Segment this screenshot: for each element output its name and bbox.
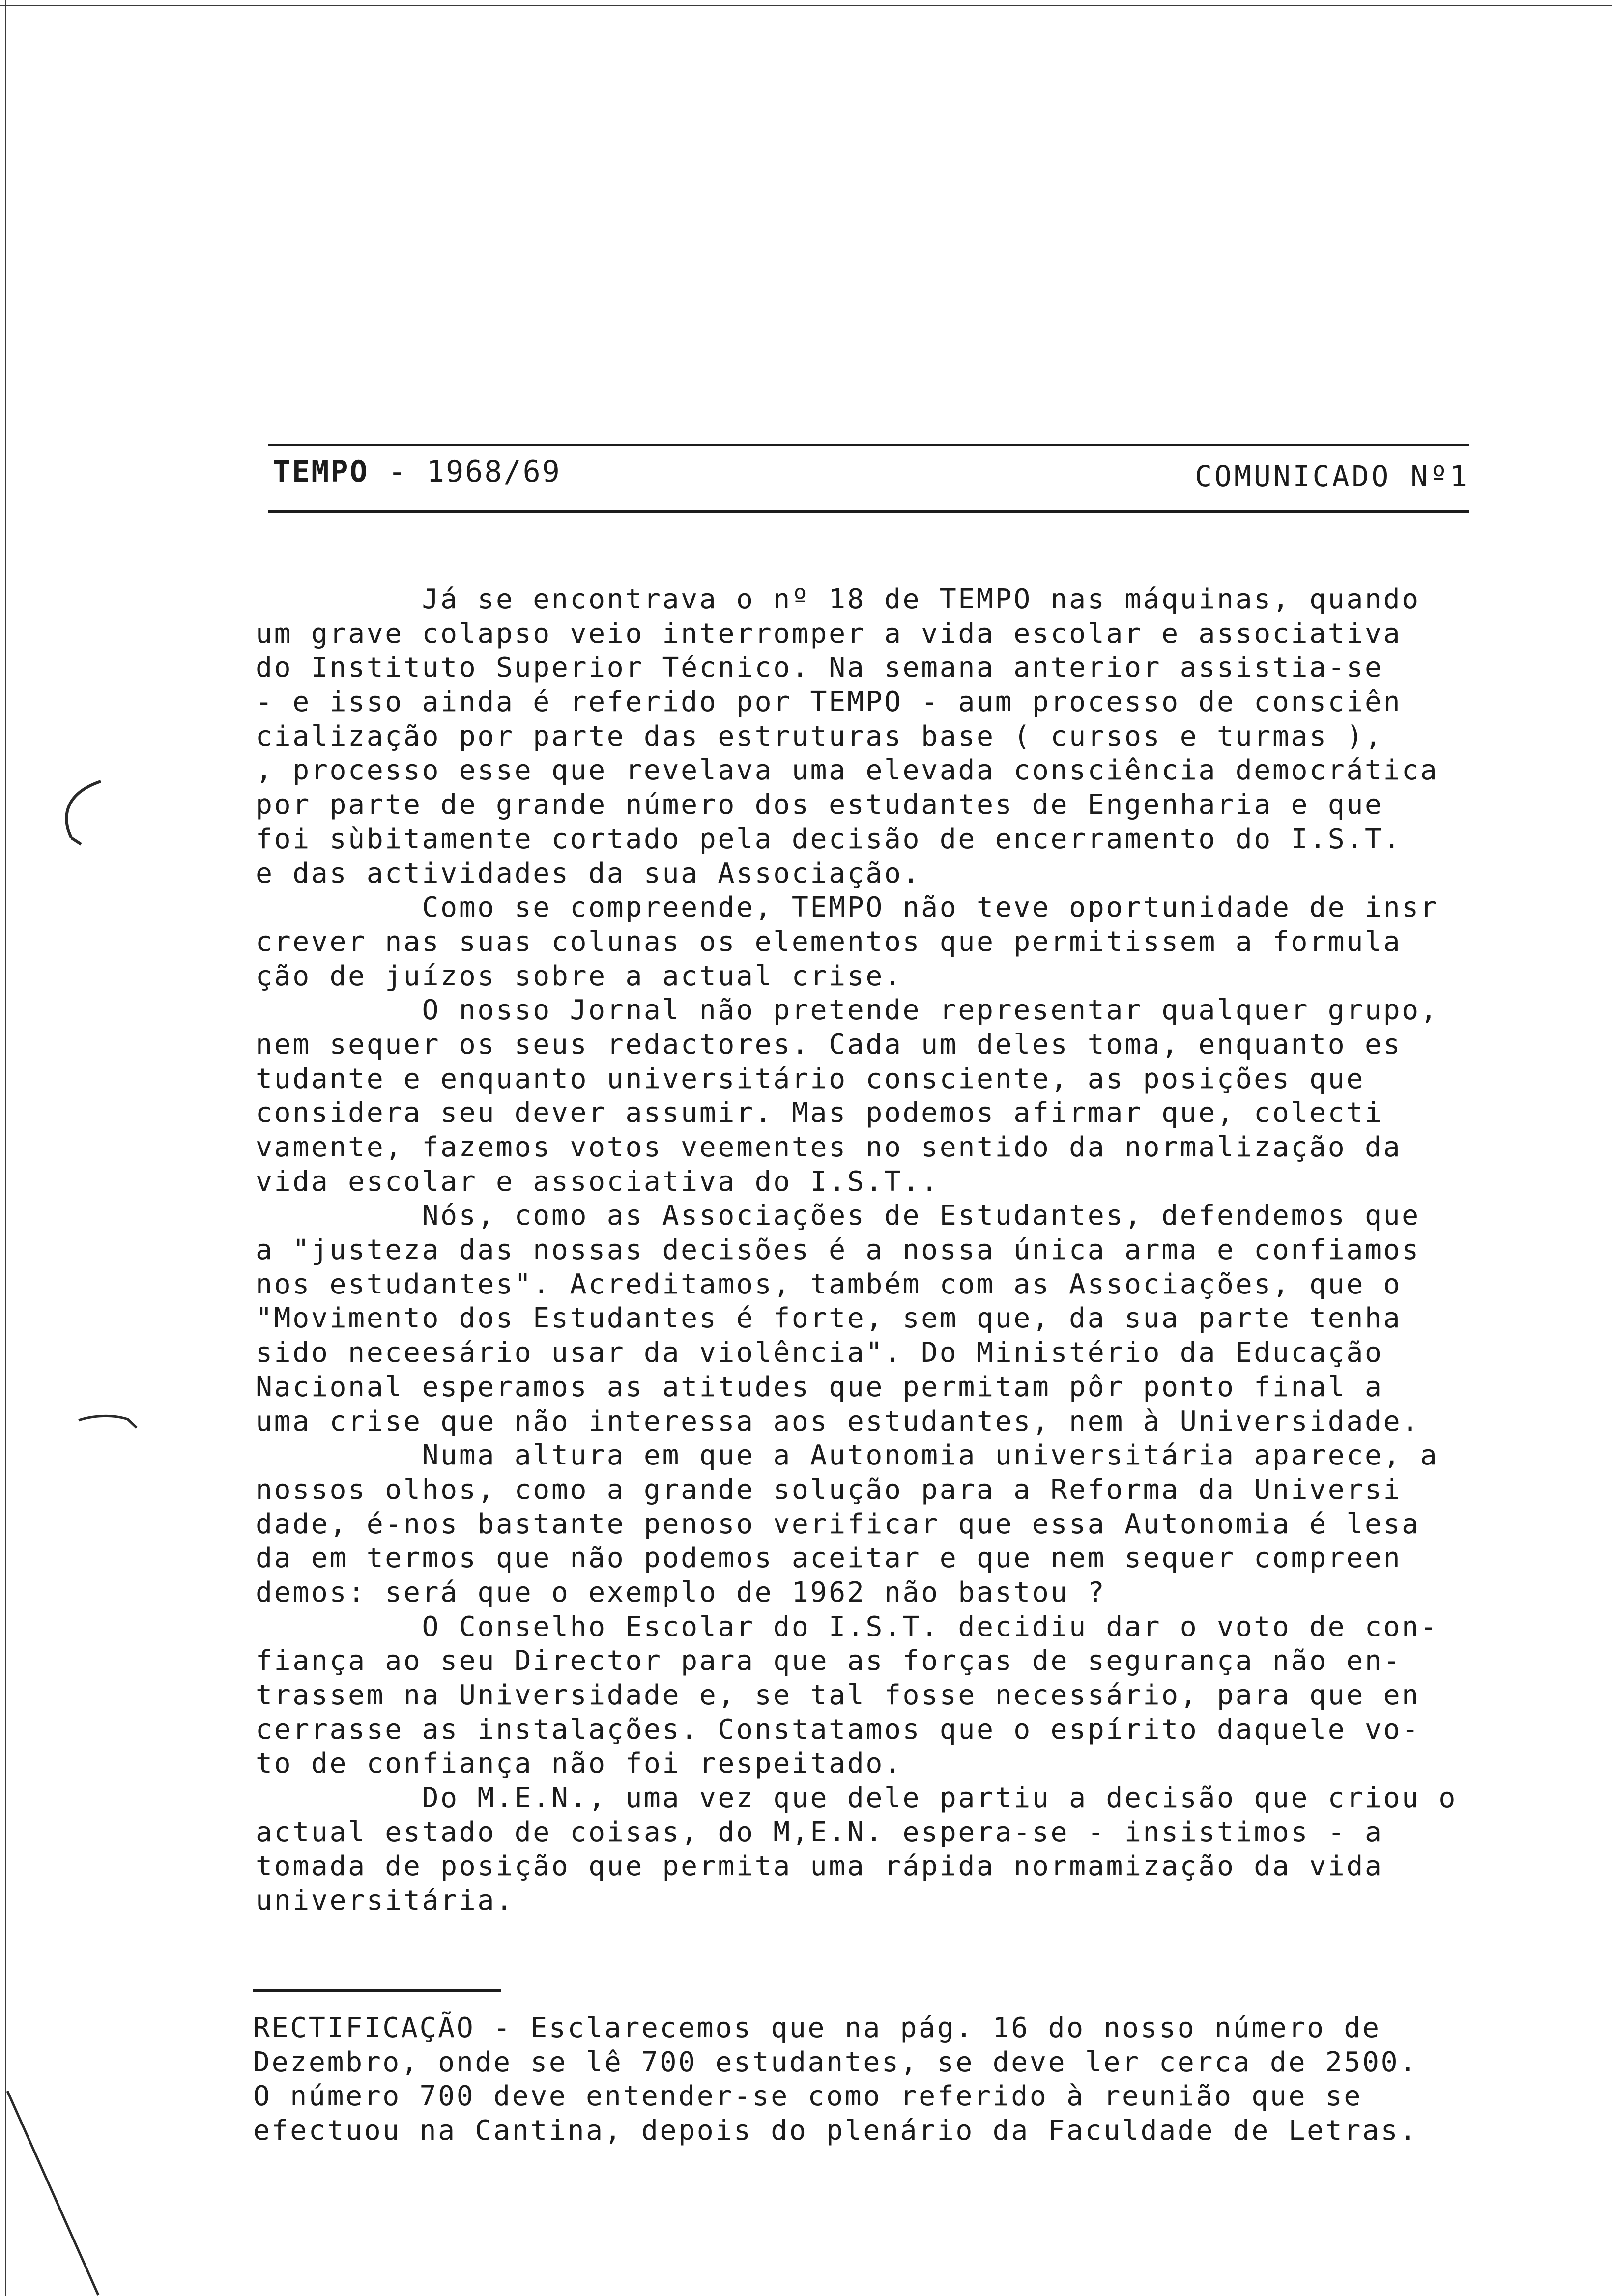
- body-line: "Movimento dos Estudantes é forte, sem que, da sua parte tenha: [256, 1302, 1402, 1335]
- body-line: trassem na Universidade e, se tal fosse necessário, para que en: [256, 1679, 1420, 1711]
- margin-bracket-mark: [42, 772, 115, 850]
- body-line: do Instituto Superior Técnico. Na semana anterior assistia-se: [256, 652, 1383, 684]
- communique-body: [256, 582, 1474, 1918]
- margin-arrow-mark: [74, 1406, 143, 1440]
- masthead: [273, 455, 561, 489]
- footnote-line: RECTIFICAÇÃO - Esclarecemos que na pág. 16 do nosso número de: [253, 2012, 1381, 2044]
- body-line: vida escolar e associativa do I.S.T..: [256, 1165, 940, 1198]
- body-line: vamente, fazemos votos veementes no sentido da normalização da: [256, 1131, 1402, 1163]
- body-line: Numa altura em que a Autonomia universitária aparece, a: [256, 1439, 1439, 1472]
- body-line: cialização por parte das estruturas base ( cursos e turmas ),: [256, 720, 1383, 752]
- body-line: demos: será que o exemplo de 1962 não bastou ?: [256, 1576, 1106, 1608]
- body-line: sido neceesário usar da violência". Do Ministério da Educação: [256, 1337, 1383, 1369]
- body-line: actual estado de coisas, do M,E.N. espera-se - insistimos - a: [256, 1816, 1383, 1848]
- body-line: fiança ao seu Director para que as forças de segurança não en-: [256, 1645, 1402, 1677]
- body-line: cerrasse as instalações. Constatamos que o espírito daquele vo-: [256, 1713, 1420, 1746]
- footnote-line: O número 700 deve entender-se como referido à reunião que se: [253, 2080, 1362, 2113]
- footnote-line: efectuou na Cantina, depois do plenário da Faculdade de Letras.: [253, 2115, 1418, 2147]
- body-line: nem sequer os seus redactores. Cada um deles toma, enquanto es: [256, 1028, 1402, 1061]
- body-line: , processo esse que revelava uma elevada consciência democrática: [256, 754, 1439, 787]
- body-line: - e isso ainda é referido por TEMPO - aum processo de consciên: [256, 686, 1402, 718]
- body-line: ção de juízos sobre a actual crise.: [256, 960, 903, 992]
- body-line: por parte de grande número dos estudantes de Engenharia e que: [256, 789, 1383, 821]
- margin-diagonal-stroke: [5, 2089, 152, 2296]
- header-top-rule: [268, 444, 1469, 446]
- body-line: tomada de posição que permita uma rápida normamização da vida: [256, 1850, 1383, 1883]
- body-line: nos estudantes". Acreditamos, também com as Associações, que o: [256, 1268, 1402, 1300]
- body-line: a "justeza das nossas decisões é a nossa única arma e confiamos: [256, 1234, 1420, 1266]
- header-bottom-rule: [268, 510, 1469, 513]
- body-line: Já se encontrava o nº 18 de TEMPO nas máquinas, quando: [256, 583, 1420, 615]
- footnote-line: Dezembro, onde se lê 700 estudantes, se deve ler cerca de 2500.: [253, 2046, 1418, 2078]
- communique-number: COMUNICADO Nº1: [1195, 459, 1469, 493]
- body-line: foi sùbitamente cortado pela decisão de encerramento do I.S.T.: [256, 823, 1402, 855]
- body-line: e das actividades da sua Associação.: [256, 857, 921, 890]
- body-line: O nosso Jornal não pretende representar qualquer grupo,: [256, 994, 1439, 1027]
- body-line: dade, é-nos bastante penoso verificar que essa Autonomia é lesa: [256, 1508, 1420, 1540]
- body-line: um grave colapso veio interromper a vida escolar e associativa: [256, 617, 1402, 650]
- body-line: considera seu dever assumir. Mas podemos afirmar que, colecti: [256, 1097, 1383, 1129]
- body-line: Nós, como as Associações de Estudantes, defendemos que: [256, 1200, 1420, 1232]
- body-line: uma crise que não interessa aos estudantes, nem à Universidade.: [256, 1405, 1420, 1437]
- body-line: Nacional esperamos as atitudes que permitam pôr ponto final a: [256, 1371, 1383, 1403]
- body-line: universitária.: [256, 1885, 515, 1917]
- body-line: crever nas suas colunas os elementos que permitissem a formula: [256, 925, 1402, 958]
- masthead-title: TEMPO: [273, 455, 369, 489]
- body-line: tudante e enquanto universitário consciente, as posições que: [256, 1062, 1365, 1095]
- body-line: Como se compreende, TEMPO não teve oportunidade de insr: [256, 891, 1439, 924]
- body-line: nossos olhos, como a grande solução para a Reforma da Universi: [256, 1473, 1402, 1506]
- page-left-edge: [5, 0, 6, 2296]
- body-line: Do M.E.N., uma vez que dele partiu a decisão que criou o: [256, 1782, 1458, 1814]
- body-line: da em termos que não podemos aceitar e que nem sequer compreen: [256, 1542, 1402, 1575]
- rectification-note: [253, 2011, 1482, 2148]
- masthead-year: - 1968/69: [369, 455, 561, 489]
- page-top-edge: [0, 5, 1612, 6]
- footnote-rule: [253, 1989, 501, 1992]
- body-line: to de confiança não foi respeitado.: [256, 1748, 903, 1780]
- body-line: O Conselho Escolar do I.S.T. decidiu dar o voto de con-: [256, 1610, 1439, 1643]
